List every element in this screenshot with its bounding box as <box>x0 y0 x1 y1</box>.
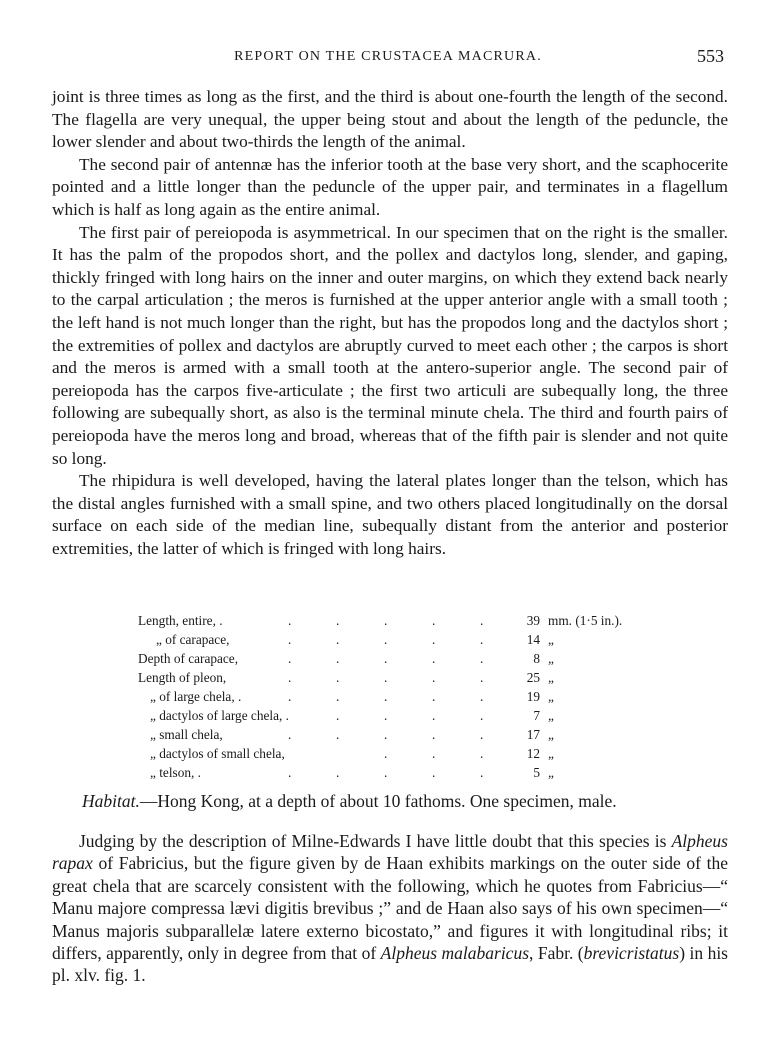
measurement-row <box>138 706 658 725</box>
paragraph-1: joint is three times as long as the first, and the third is about one-fourth the length of the second. The flagella are very unequal, the upper being stout and about the length of the peduncle, the lower slender and about two-thirds the length of the animal. <box>52 87 728 152</box>
measurement-unit: „ <box>548 670 554 685</box>
leader-dots: . . . . . <box>288 689 484 704</box>
measurement-value: 12 <box>526 746 540 761</box>
discussion-text-4: ) in his pl. xlv. fig. 1. <box>52 943 728 986</box>
measurement-unit: „ <box>548 746 554 761</box>
measurement-row <box>138 649 658 668</box>
measurement-value: 8 <box>533 651 540 666</box>
measurement-label: „ of large chela, . <box>150 689 242 704</box>
measurement-value: 7 <box>533 708 540 723</box>
leader-dots: . . . . . <box>288 632 484 647</box>
measurement-row <box>138 744 658 763</box>
discussion-text-3: , Fabr. ( <box>529 943 584 964</box>
discussion-text-2: of Fabricius, but the figure given by de Haan exhibits markings on the outer side of the great chela that are scarcely consistent with the following, which he quotes from Fabricius—“ Manu majore compressa lævi digitis brevibus ;” and de Haan also says of his own specimen—“ Manus majoris subparallelæ latere externo bicostato,” and figures it with longitudinal ribs; it differs, apparently, only in degree from that of <box>52 853 728 964</box>
paragraph-3: The first pair of pereiopoda is asymmetrical. In our specimen that on the right is the smaller. It has the palm of the propodos short, and the pollex and dactylos long, slender, and gaping, thickly fringed with long hairs on the inner and outer margins, on which they extend back nearly to the carpal articulation ; the meros is furnished at the upper anterior angle with a small tooth ; the left hand is not much longer than the right, but has the propodos long and the dactylos short ; the extremities of pollex and dactylos are abruptly curved to meet each other ; the carpos is short and the meros is armed with a small tooth at the antero-superior angle. The second pair of pereiopoda has the carpos five-articulate ; the first two articuli are subequally long, the three following are subequally short, as also is the terminal minute chela. The third and fourth pairs of pereiopoda have the meros long and broad, whereas that of the fifth pair is slender and not quite so long. <box>52 222 728 468</box>
measurement-value: 39 <box>526 613 540 628</box>
measurement-unit: „ <box>548 708 554 723</box>
measurement-value: 14 <box>526 632 540 647</box>
measurement-row <box>138 725 658 744</box>
leader-dots: . . . . . <box>288 765 484 780</box>
discussion-text-1: Judging by the description of Milne-Edwards I have little doubt that this species is <box>79 831 672 851</box>
measurement-value: 25 <box>526 670 540 685</box>
body-text <box>52 86 728 560</box>
measurement-unit: „ <box>548 632 554 647</box>
paragraph-2: The second pair of antennæ has the inferior tooth at the base very short, and the scaphocerite pointed and a little longer than the peduncle of the upper pair, and terminates in a flagellum which is half as long again as the entire animal. <box>52 154 728 219</box>
measurement-label: „ small chela, <box>150 727 223 742</box>
paragraph-4: The rhipidura is well developed, having the lateral plates longer than the telson, which has the distal angles furnished with a small spine, and two others placed longitudinally on the dorsal surface on each side of the median line, subequally distant from the anterior and posterior extremities, the latter of which is fringed with long hairs. <box>52 471 728 558</box>
measurement-label: „ dactylos of large chela, . <box>150 708 289 723</box>
measurement-label: Length of pleon, <box>138 670 227 685</box>
measurement-label: „ of carapace, <box>156 632 230 647</box>
habitat-line <box>82 789 722 813</box>
leader-dots: . . . . . <box>288 727 484 742</box>
measurement-label: „ telson, . <box>150 765 201 780</box>
discussion-paragraph <box>52 830 728 987</box>
measurement-row <box>138 687 658 706</box>
leader-dots: . . . . . <box>288 670 484 685</box>
habitat-text: —Hong Kong, at a depth of about 10 fathoms. One specimen, male. <box>139 791 617 811</box>
measurements-table <box>138 611 658 782</box>
measurement-unit: „ <box>548 689 554 704</box>
leader-dots: . . . <box>384 746 484 761</box>
measurement-label: „ dactylos of small chela, <box>150 746 285 761</box>
leader-dots: . . . . . <box>288 651 484 666</box>
measurement-row <box>138 611 658 630</box>
measurement-value: 17 <box>526 727 540 742</box>
measurement-label: Depth of carapace, <box>138 651 239 666</box>
measurement-unit: „ <box>548 651 554 666</box>
discussion-text <box>52 830 728 987</box>
page-number: 553 <box>697 46 724 66</box>
measurement-row <box>138 630 658 649</box>
measurement-unit: „ <box>548 727 554 742</box>
species-name-rapax: Alpheus rapax <box>52 831 728 874</box>
measurement-unit: mm. (1·5 in.). <box>548 613 623 628</box>
species-name-brevicristatus: brevicristatus <box>583 943 680 964</box>
measurement-unit: „ <box>548 765 554 780</box>
leader-dots: . . . . <box>336 708 484 723</box>
measurement-label: Length, entire, . <box>138 613 223 628</box>
measurement-value: 19 <box>526 689 540 704</box>
measurement-row <box>138 763 658 782</box>
running-head <box>52 46 724 70</box>
running-title: REPORT ON THE CRUSTACEA MACRURA. <box>234 49 542 64</box>
habitat-label: Habitat. <box>82 791 140 811</box>
measurement-value: 5 <box>533 765 540 780</box>
leader-dots: . . . . . <box>288 613 484 628</box>
measurement-row <box>138 668 658 687</box>
species-name-malabaricus: Alpheus malabaricus <box>380 943 530 964</box>
